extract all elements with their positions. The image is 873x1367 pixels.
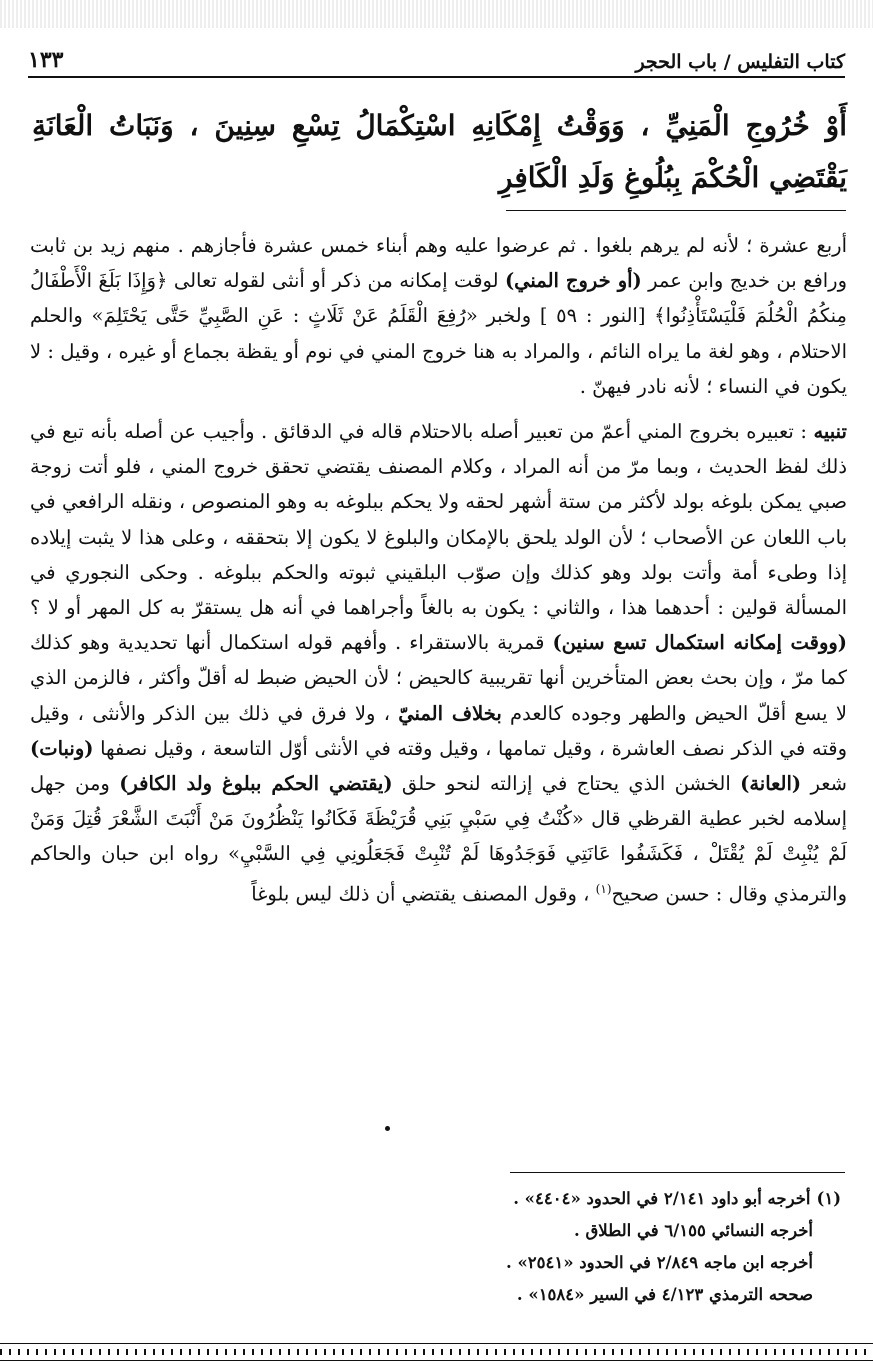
commentary-paragraph-2	[30, 414, 847, 911]
footnote-line-1	[341, 1183, 841, 1215]
commentary-text: لوقت إمكانه من ذكر أو أنثى لقوله تعالى ﴿وَإِذَا بَلَغَ الْأَطْفَالُ مِنكُمُ الْحُلُمَ فَلْيَسْتَأْذِنُوا﴾ [النور : ٥٩ ] ولخبر «رُفِعَ الْقَلَمُ عَنْ ثَلَاثٍ : عَنِ الصَّبِيِّ حَتَّى يَحْتَلِمَ» والحلم الاحتلام ، وهو لغة ما يراه النائم ، والمراد به هنا خروج المني في نوم أو يقظة بجماع أو غيره ، وقيل : لا يكون في النساء ؛ لأنه نادر فيهنّ .	[30, 269, 847, 398]
matn-separator-rule	[506, 210, 846, 211]
matn-quote: (ووقت إمكانه استكمال تسع سنين)	[552, 631, 848, 655]
bottom-ornament-border	[0, 1343, 873, 1361]
page-header	[28, 40, 845, 78]
running-title: كتاب التفليس / باب الحجر	[635, 51, 845, 73]
commentary-text: : تعبيره بخروج المني أعمّ من تعبير أصله بالاحتلام قاله في الدقائق . وأجيب عن أصله بأنه تبع في ذلك لفظ الحديث ، وبما مرّ من أنه المراد ، وكلام المصنف يقتضي تحقق خروج المني ، فلو أتت زوجة صبي يمكن بلوغه بولد لأكثر من ستة أشهر لحقه ولا يحكم ببلوغه به وهو المنصوص ، ونقله الرافعي في باب اللعان عن الأصحاب ؛ لأن الولد يلحق بالإمكان والبلوغ لا يكون إلا بتحققه ، وعلى هذا لا يثبت إيلاده إذا وطىء أمة وأتت بولد وهو كذلك وإن صوّب البلقيني ثبوته والحكم ببلوغه . وحكى النجوري في المسألة قولين : أحدهما هذا ، والثاني : يكون به بالغاً وأجراهما في أنه هل يستقرّ به كل المهر أو لا ؟	[30, 420, 847, 620]
matn-quote: بخلاف المنيّ	[398, 701, 502, 725]
commentary-text: أربع عشرة ؛ لأنه لم يرهم بلغوا . ثم عرضوا عليه وهم أبناء خمس عشرة فأجازهم . منهم زيد بن ثابت ورافع بن خديج وابن عمر	[30, 234, 848, 293]
commentary-text: ومن جهل إسلامه لخبر عطية القرظي قال «كُنْتُ فِي سَبْيِ بَنِي قُرَيْظَةَ فَكَانُوا يَنْظُرُونَ مَنْ أَنْبَتَ الشَّعْرَ قُتِلَ وَمَنْ لَمْ يُنْبِتْ لَمْ يُقْتَلْ ، فَكَشَفُوا عَانَتِي فَوَجَدُوهَا لَمْ تُنْبِتْ فَجَعَلُونِي فِي السَّبْيِ» رواه ابن حبان والحاكم والترمذي وقال : حسن صحيح	[30, 772, 847, 906]
footnote-text: أخرجه أبو داود ٢/١٤١ في الحدود «٤٤٠٤» .	[513, 1189, 811, 1208]
commentary-text: شعر	[801, 772, 847, 796]
footnote-line-2: أخرجه النسائي ٦/١٥٥ في الطلاق .	[573, 1221, 813, 1240]
commentary-text: قمرية بالاستقراء . وأفهم قوله استكمال أنها تحديدية وهو كذلك كما مرّ ، وإن بحث بعض المتأخرين أنها تقريبية كالحيض ؛ لأن الحيض ضبط له أقلّ وأكثر ، فالزمن الذي لا يسع أقلّ الحيض والطهر وجوده كالعدم	[30, 631, 847, 725]
end-dot	[385, 1126, 390, 1131]
commentary-paragraph-1	[30, 228, 847, 404]
matn-quote: (أو خروج المني)	[504, 269, 642, 293]
matn-text	[32, 100, 847, 204]
footnote-number: (١)	[816, 1189, 841, 1208]
page-number: ١٣٣	[28, 47, 64, 73]
footnotes	[341, 1183, 841, 1311]
top-ornament-border	[0, 0, 873, 28]
commentary-text: الخشن الذي يحتاج في إزالته لنحو حلق	[392, 772, 741, 796]
footnote-separator-rule	[510, 1172, 845, 1173]
note-heading: تنبيه	[813, 420, 847, 444]
matn-quote: (ونبات)	[30, 736, 94, 760]
matn-quote: (يقتضي الحكم ببلوغ ولد الكافر)	[119, 772, 393, 796]
commentary-body	[30, 228, 847, 911]
matn-line: أَوْ خُرُوجِ الْمَنِيِّ ، وَوَقْتُ إِمْكَانِهِ اسْتِكْمَالُ تِسْعِ سِنِينَ ، وَنَبَاتُ الْعَانَةِ يَقْتَضِي الْحُكْمَ بِبُلُوغِ وَلَدِ الْكَافِرِ	[32, 109, 847, 194]
footnote-reference[interactable]: (١)	[595, 881, 612, 896]
commentary-text: ، وقول المصنف يقتضي أن ذلك ليس بلوغاً	[251, 882, 596, 906]
footnote-line-4: صححه الترمذي ٤/١٢٣ في السير «١٥٨٤» .	[516, 1285, 813, 1304]
commentary-text: ، ولا فرق في ذلك بين الذكر والأنثى ، وقيل وقته في الذكر نصف العاشرة ، وقيل تمامها ، وقيل وقته في الأنثى أوّل التاسعة ، وقيل نصفها	[30, 701, 847, 760]
matn-quote: (العانة)	[740, 772, 802, 796]
footnote-line-3: أخرجه ابن ماجه ٢/٨٤٩ في الحدود «٢٥٤١» .	[505, 1253, 813, 1272]
